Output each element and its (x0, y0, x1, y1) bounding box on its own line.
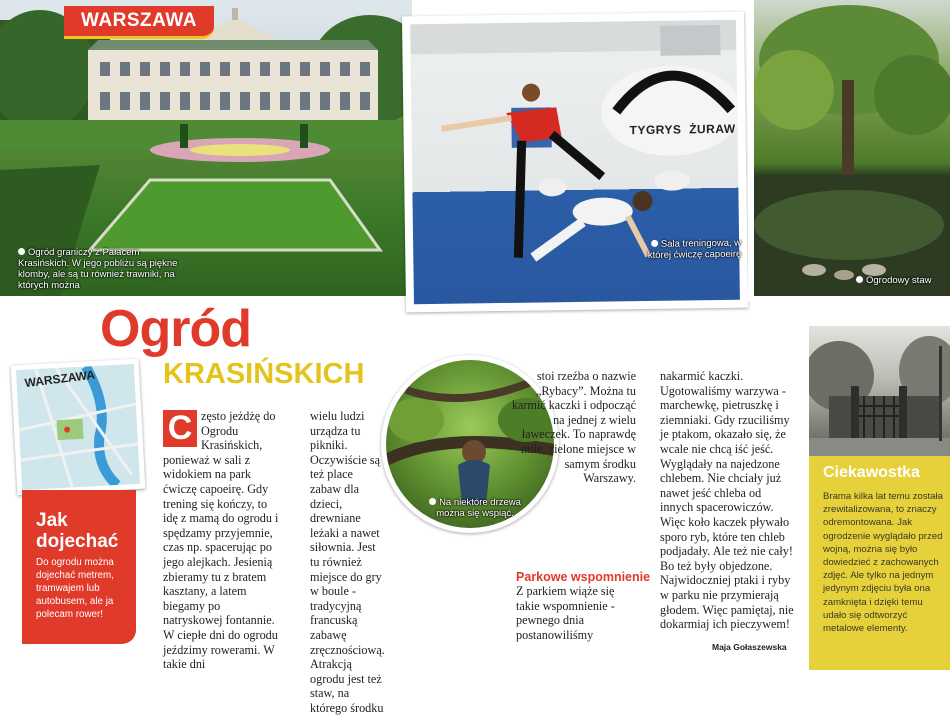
tree-caption (425, 497, 525, 519)
article-col-1 (163, 409, 282, 672)
dropcap: C (163, 410, 197, 447)
article-col-3b-text: Z parkiem wiąże się takie wspomnienie - pewnego dnia postanowiliśmy (516, 584, 615, 642)
caption-dot-icon (429, 498, 436, 505)
caption-dot-icon (651, 240, 658, 247)
tree-caption-text: Na niektóre drzewa można się wspiąć. (436, 497, 521, 519)
article-col-3 (510, 369, 636, 486)
caption-dot-icon (18, 248, 25, 255)
map-label: WARSZAWA (23, 367, 96, 391)
article-col-1-text: zęsto jeżdżę do Ogrodu Krasińskich, ponieważ w sali z widokiem na park ćwiczę capoeirę. Gdy trening się kończy, to idę z mamą do ogrodu i spędzamy przyjemnie, czas np. spacerując po jego alejkach. Jesienią zbieramy tu z bratem kasztany, a latem biegamy po natryskowej fontannie. W ciepłe dni do ogrodu jeździmy rowerami. W takie dni (163, 409, 279, 672)
headline-subtitle: KRASIŃSKICH (163, 358, 365, 390)
article-col-3-text: stoi rzeźba o nazwie „Rybacy”. Można tu karmić kaczki i odpocząć na jednej z wielu ławeczek. To naprawdę miłe, zielone miejsce w samym środku Warszawy. (511, 369, 636, 486)
headline-title: Ogród (100, 300, 251, 358)
fact-text: Brama kilka lat temu została zrewitalizowana, to znaczy odremontowana. Jak ogrodzenie wyglądało przed wojną, można się było dowiedzieć z zachowanych zdjęć. Ale tylko na jednym jedynym zdjęciu była ona zamknięta i dzięki temu udało się odtworzyć metalowe elementy. (823, 491, 943, 635)
pond-caption-text: Ogrodowy staw (866, 275, 932, 286)
training-caption-text: Sala treningowa, w której ćwiczę capoeirę (647, 237, 742, 261)
gym-sign-line1: TYGRYS (629, 122, 682, 138)
article-col-3b (516, 584, 636, 642)
how-to-text: Do ogrodu można dojechać metrem, tramwajem lub autobusem, ale ja polecam rower! (36, 557, 114, 620)
gym-sign (629, 122, 735, 137)
fact-box (809, 456, 950, 670)
palace-caption-text: Ogród graniczy z Pałacem Krasińskich. W jego pobliżu są piękne klomby, ale są tu również trawniki, na których można (18, 247, 178, 291)
fact-title: Ciekawostka (823, 464, 920, 481)
author-name: Maja Gołaszewska (712, 642, 787, 652)
article-col-4-text: nakarmić kaczki. Ugotowaliśmy warzywa - marchewkę, pietruszkę i ziemniaki. Gdy rzuciliśmy je ptakom, okazało się, że wcale nie chcą iść jeść. Wyglądały na najedzone chlebem. Nie chciały już nawet jeść chleba od innych spacerowiczów. Więc koło kaczek pływało sporo ryb, które ten chleb podjadały. Ale też nie cały! Bo też były objedzone. Najwidoczniej ptaki i ryby w parku nie przymierają głodem. Więc pamiętaj, nie dokarmiaj ich pieczywem! (660, 369, 794, 632)
pond-photo (748, 0, 950, 302)
memory-subhead: Parkowe wspomnienie (516, 570, 651, 584)
city-banner (64, 6, 214, 39)
training-hall-photo (402, 12, 748, 313)
gate-photo (809, 326, 950, 456)
caption-dot-icon (856, 276, 863, 283)
palace-caption (18, 247, 183, 291)
city-banner-label: WARSZAWA (81, 10, 197, 31)
article-col-4 (660, 369, 795, 632)
how-to-box (22, 490, 136, 644)
article-col-2 (310, 409, 384, 715)
pond-caption (856, 275, 946, 286)
map-card (11, 359, 146, 496)
article-col-2-text: wielu ludzi urządza tu pikniki. Oczywiście są też place zabaw dla dzieci, drewniane leżaki a nawet siłownia. Jest tu również miejsce do gry w boule - tradycyjną francuską zabawę zręcznościową. Atrakcją ogrodu jest też staw, na którego środku (310, 409, 385, 715)
training-caption (643, 238, 741, 261)
gym-sign-line2: ŻURAW (689, 121, 736, 137)
how-to-title: Jak dojechać (36, 510, 119, 552)
